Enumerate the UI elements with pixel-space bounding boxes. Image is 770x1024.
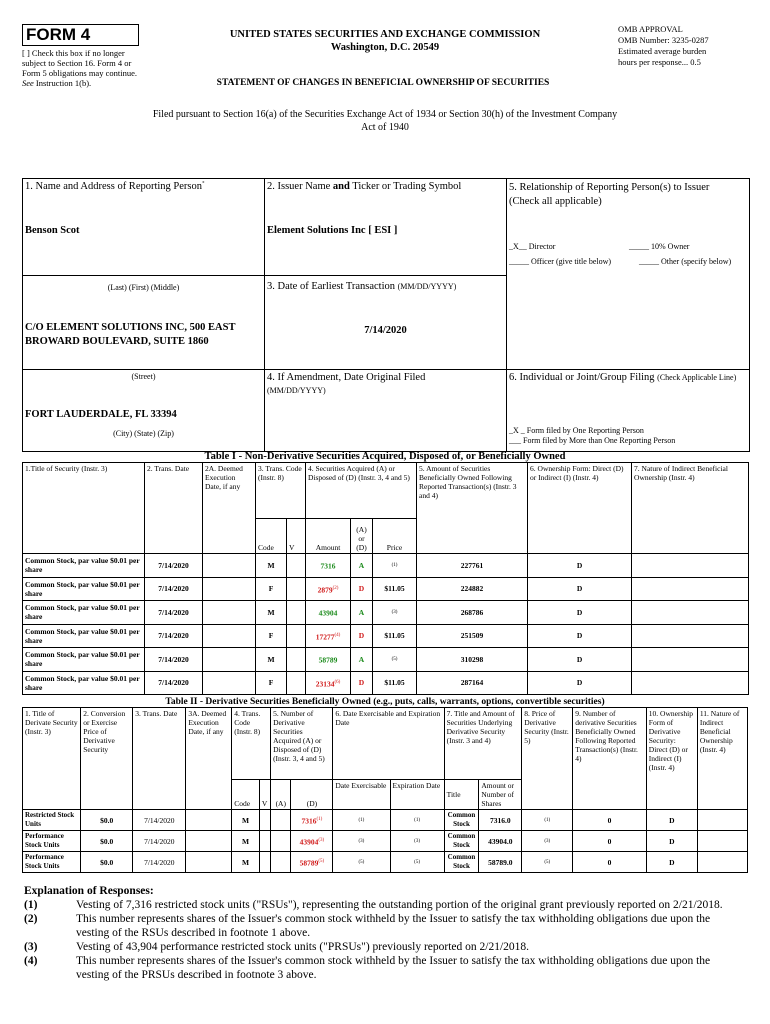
box1-label-text: 1. Name and Address of Reporting Person: [25, 181, 203, 192]
city-hint: (City) (State) (Zip): [113, 429, 174, 438]
t2-form: D: [646, 831, 697, 852]
t2-exer: (3): [333, 831, 390, 852]
t2-sub-title: Title: [444, 780, 479, 810]
t1-form: D: [528, 554, 632, 578]
footnote: [24, 954, 746, 982]
omb-line3: Estimated average burden: [618, 46, 707, 56]
t2-nature: [697, 852, 747, 873]
t2-date: 7/14/2020: [133, 831, 186, 852]
box3-label-text: 3. Date of Earliest Transaction: [267, 281, 396, 292]
t2-exer: (5): [333, 852, 390, 873]
table-row: [23, 671, 749, 695]
table-row: [23, 648, 749, 672]
t1-v: [287, 648, 306, 672]
t2-code: M: [232, 852, 260, 873]
t1-ad: D: [351, 671, 373, 695]
t1-h5: 5. Amount of Securities Beneficially Owned Following Reported Transaction(s) (Instr. 3 and 4): [417, 463, 528, 554]
t1-ad: D: [351, 624, 373, 648]
box1-label: [25, 181, 261, 192]
t2-price: (5): [522, 852, 573, 873]
t2-uamt: 7316.0: [479, 810, 522, 831]
t1-code: M: [256, 601, 287, 625]
t2-d: [291, 810, 333, 831]
t1-owned: 224882: [417, 577, 528, 601]
street-hint: (Street): [131, 372, 156, 381]
t1-title: Common Stock, par value $0.01 per share: [23, 577, 145, 601]
relationship-other: _____ Other (specify below): [639, 257, 732, 266]
t1-date: 7/14/2020: [145, 624, 203, 648]
footnote-text: Vesting of 7,316 restricted stock units ("RSUs"), representing the outstanding portion of the original grant previously reported on 2/21/2018.: [76, 899, 723, 911]
t2-deemed: [186, 852, 232, 873]
t2-d-value: 43904: [299, 837, 319, 847]
t2-h1: 1. Title of Derivate Security (Instr. 3): [23, 708, 81, 810]
t2-form: D: [646, 810, 697, 831]
t1-code: F: [256, 624, 287, 648]
t2-d-value: 7316: [301, 816, 317, 826]
t1-amount-footnote: (2): [332, 585, 339, 591]
t1-deemed: [203, 624, 256, 648]
box3-label: [267, 281, 505, 292]
omb-line4: hours per response... 0.5: [618, 57, 701, 67]
t1-deemed: [203, 577, 256, 601]
t1-v: [287, 601, 306, 625]
t1-v: [287, 671, 306, 695]
t1-v: [287, 577, 306, 601]
t1-title: Common Stock, par value $0.01 per share: [23, 671, 145, 695]
t1-date: 7/14/2020: [145, 601, 203, 625]
t1-nature: [632, 648, 749, 672]
t2-conv: $0.0: [81, 810, 133, 831]
t2-sub-code: Code: [232, 780, 260, 810]
t2-price: (3): [522, 831, 573, 852]
t1-nature: [632, 624, 749, 648]
table-row: [23, 577, 749, 601]
t1-ad: D: [351, 577, 373, 601]
t2-h2: 2. Conversion or Exercise Price of Derivative Security: [81, 708, 133, 810]
t1-owned: 251509: [417, 624, 528, 648]
footnote: [24, 912, 746, 940]
t1-code: M: [256, 554, 287, 578]
footnote-number: (2): [24, 913, 38, 925]
t1-amount-value: 43904: [318, 608, 338, 618]
t2-v: [259, 810, 270, 831]
t1-ad: A: [351, 554, 373, 578]
derivative-table: [22, 707, 748, 873]
table-row: [23, 554, 749, 578]
t1-amount: [306, 577, 351, 601]
t2-deemed: [186, 831, 232, 852]
t1-code: F: [256, 577, 287, 601]
t1-h6: 6. Ownership Form: Direct (D) or Indirect (I) (Instr. 4): [528, 463, 632, 554]
t2-nature: [697, 810, 747, 831]
t1-ad: A: [351, 648, 373, 672]
t1-sub-code: Code: [256, 519, 287, 554]
box2-label: [267, 181, 507, 192]
t1-price: (1): [373, 554, 417, 578]
t2-a: [271, 852, 291, 873]
t1-price: $11.05: [373, 577, 417, 601]
t1-nature: [632, 601, 749, 625]
t2-h11: 11. Nature of Indirect Beneficial Ownership (Instr. 4): [697, 708, 747, 810]
statement-title: STATEMENT OF CHANGES IN BENEFICIAL OWNERSHIP OF SECURITIES: [216, 78, 550, 88]
t1-date: 7/14/2020: [145, 577, 203, 601]
t2-a: [271, 810, 291, 831]
t1-sub-price: Price: [373, 519, 417, 554]
filing-option-two: ___ Form filed by More than One Reporting Person: [509, 436, 676, 445]
box4-label-text: 4. If Amendment, Date Original Filed: [267, 372, 426, 383]
t2-sub-a: (A): [271, 780, 291, 810]
t2-uamt: 58789.0: [479, 852, 522, 873]
table-row: [23, 852, 748, 873]
t2-sub-amt: Amount or Number of Shares: [479, 780, 522, 810]
t1-sub-v: V: [287, 519, 306, 554]
form-title: FORM 4: [22, 24, 139, 46]
box3-label-fmt: (MM/DD/YYYY): [397, 282, 457, 291]
t2-d-value: 58789: [299, 858, 319, 868]
reporting-grid: [22, 178, 750, 452]
t2-utitle: Common Stock: [444, 810, 479, 831]
table-row: [23, 601, 749, 625]
t1-price: $11.05: [373, 671, 417, 695]
t1-price: (5): [373, 648, 417, 672]
t1-v: [287, 554, 306, 578]
footnote: [24, 898, 746, 912]
box6-label: [509, 371, 747, 384]
t1-amount: [306, 554, 351, 578]
name-hint: (Last) (First) (Middle): [107, 283, 180, 292]
box2-label-b: Ticker or Trading Symbol: [352, 181, 462, 192]
footnote-text: This number represents shares of the Issuer's common stock withheld by the Issuer to satisfy the tax withholding obligations due upon the vesting of the PRSUs described in footnote 3 above.: [76, 955, 711, 981]
t1-owned: 227761: [417, 554, 528, 578]
box1-label-mark: *: [202, 181, 205, 187]
footnote-text: This number represents shares of the Issuer's common stock withheld by the Issuer to satisfy the tax withholding obligations due upon the vesting of the RSUs described in footnote 1 above.: [76, 913, 711, 939]
footnote-text: Vesting of 43,904 performance restricted stock units ("PRSUs") previously reported on 2/21/2018.: [76, 941, 530, 953]
t1-form: D: [528, 601, 632, 625]
box5-sub: (Check all applicable): [509, 196, 602, 207]
t2-title: Restricted Stock Units: [23, 810, 81, 831]
omb-block: [618, 24, 758, 68]
t1-owned: 287164: [417, 671, 528, 695]
footnote-number: (1): [24, 899, 38, 911]
t1-price: (3): [373, 601, 417, 625]
t2-date: 7/14/2020: [133, 852, 186, 873]
box4-label-fmt: (MM/DD/YYYY): [267, 386, 326, 395]
filing-option-one: _X _ Form filed by One Reporting Person: [509, 426, 644, 435]
box2-label-a: 2. Issuer Name: [267, 181, 331, 192]
t1-amount: [306, 624, 351, 648]
earliest-transaction-date: 7/14/2020: [364, 325, 407, 336]
t2-h10: 10. Ownership Form of Derivative Security: Direct (D) or Indirect (I) (Instr. 4): [646, 708, 697, 810]
t1-price: $11.05: [373, 624, 417, 648]
t2-d: [291, 852, 333, 873]
t2-price: (1): [522, 810, 573, 831]
t2-owned: 0: [573, 810, 647, 831]
t2-exer: (1): [333, 810, 390, 831]
t1-sub-amount: Amount: [306, 519, 351, 554]
t2-h5: 5. Number of Derivative Securities Acquired (A) or Disposed of (D) (Instr. 3, 4 and 5): [271, 708, 333, 780]
t2-v: [259, 831, 270, 852]
t2-h9: 9. Number of derivative Securities Beneficially Owned Following Reported Transaction(s) (Instr. 4): [573, 708, 647, 810]
t2-conv: $0.0: [81, 852, 133, 873]
box5-label: [509, 181, 747, 209]
street-address: C/O ELEMENT SOLUTIONS INC, 500 EAST BROWARD BOULEVARD, SUITE 1860: [25, 322, 236, 347]
checkbox-note: [22, 48, 150, 88]
reporting-person-name: Benson Scot: [25, 225, 80, 236]
t2-h7: 7. Title and Amount of Securities Underlying Derivative Security (Instr. 3 and 4): [444, 708, 522, 780]
t2-code: M: [232, 810, 260, 831]
relationship-officer: _____ Officer (give title below): [509, 257, 612, 266]
t1-deemed: [203, 648, 256, 672]
t1-h4: 4. Securities Acquired (A) or Disposed of (D) (Instr. 3, 4 and 5): [306, 463, 417, 519]
t1-title: Common Stock, par value $0.01 per share: [23, 624, 145, 648]
t2-title: Performance Stock Units: [23, 831, 81, 852]
t1-amount: [306, 671, 351, 695]
explanation-title: Explanation of Responses:: [24, 885, 154, 897]
t1-ad: A: [351, 601, 373, 625]
agency-line1: UNITED STATES SECURITIES AND EXCHANGE COMMISSION: [229, 29, 541, 40]
t1-h3: 3. Trans. Code (Instr. 8): [256, 463, 306, 519]
t1-amount-value: 58789: [318, 655, 338, 665]
table-row: [23, 810, 748, 831]
agency-line2: Washington, D.C. 20549: [330, 42, 440, 53]
omb-line2: OMB Number: 3235-0287: [618, 35, 709, 45]
t1-amount-footnote: (4): [334, 632, 341, 638]
t1-date: 7/14/2020: [145, 648, 203, 672]
filed-pursuant: Filed pursuant to Section 16(a) of the Securities Exchange Act of 1934 or Section 30(h) of the Investment Company Act of 1940: [152, 109, 618, 133]
footnote-number: (3): [24, 941, 38, 953]
footnote: [24, 940, 746, 954]
t2-exp: (3): [390, 831, 444, 852]
t2-sub-d: (D): [291, 780, 333, 810]
t2-d-footnote: (5): [318, 858, 325, 864]
table2-title: Table II - Derivative Securities Beneficially Owned (e.g., puts, calls, warrants, options, convertible securities): [165, 697, 605, 707]
issuer-name: Element Solutions Inc [ ESI ]: [267, 225, 398, 236]
t1-amount-value: 17277: [315, 632, 335, 641]
box6-label-small: (Check Applicable Line): [657, 373, 737, 382]
t2-form: D: [646, 852, 697, 873]
t1-amount-footnote: (6): [334, 679, 341, 685]
t1-owned: 310298: [417, 648, 528, 672]
t2-h8: 8. Price of Derivative Security (Instr. 5): [522, 708, 573, 810]
t2-date: 7/14/2020: [133, 810, 186, 831]
t2-nature: [697, 831, 747, 852]
t1-deemed: [203, 671, 256, 695]
t2-h6: 6. Date Exercisable and Expiration Date: [333, 708, 444, 780]
t2-d: [291, 831, 333, 852]
t1-nature: [632, 671, 749, 695]
t2-sub-exp: Expiration Date: [390, 780, 444, 810]
t1-amount: [306, 601, 351, 625]
t2-d-footnote: (1): [316, 816, 323, 822]
t1-date: 7/14/2020: [145, 554, 203, 578]
t2-h4: 4. Trans. Code (Instr. 8): [232, 708, 271, 780]
t2-code: M: [232, 831, 260, 852]
t1-form: D: [528, 648, 632, 672]
t2-uamt: 43904.0: [479, 831, 522, 852]
t2-title: Performance Stock Units: [23, 852, 81, 873]
city-address: FORT LAUDERDALE, FL 33394: [25, 409, 177, 420]
t1-amount-value: 23134: [315, 679, 335, 688]
t1-code: M: [256, 648, 287, 672]
t1-h2: 2. Trans. Date: [145, 463, 203, 554]
t1-amount: [306, 648, 351, 672]
relationship-director: _X__ Director: [509, 242, 556, 251]
t1-h2a: 2A. Deemed Execution Date, if any: [203, 463, 256, 554]
t2-owned: 0: [573, 852, 647, 873]
t1-h1: 1.Title of Security (Instr. 3): [23, 463, 145, 554]
t2-conv: $0.0: [81, 831, 133, 852]
non-derivative-table: [22, 462, 749, 695]
t2-sub-exer: Date Exercisable: [333, 780, 390, 810]
relationship-ten-pct: _____ 10% Owner: [629, 242, 690, 251]
t2-utitle: Common Stock: [444, 852, 479, 873]
table-row: [23, 831, 748, 852]
table-row: [23, 624, 749, 648]
box2-label-and: and: [332, 181, 350, 192]
t2-utitle: Common Stock: [444, 831, 479, 852]
t1-amount-value: 2879: [317, 585, 333, 594]
t2-owned: 0: [573, 831, 647, 852]
footnote-number: (4): [24, 955, 38, 967]
t1-amount-value: 7316: [320, 561, 336, 571]
t1-owned: 268786: [417, 601, 528, 625]
t2-exp: (5): [390, 852, 444, 873]
omb-line1: OMB APPROVAL: [618, 24, 683, 34]
t1-nature: [632, 577, 749, 601]
t2-a: [271, 831, 291, 852]
t2-d-footnote: (3): [318, 837, 325, 843]
t1-deemed: [203, 601, 256, 625]
t2-sub-v: V: [259, 780, 270, 810]
t1-form: D: [528, 671, 632, 695]
t2-h3: 3. Trans. Date: [133, 708, 186, 810]
t1-deemed: [203, 554, 256, 578]
box6-label-text: 6. Individual or Joint/Group Filing: [509, 372, 655, 383]
t2-deemed: [186, 810, 232, 831]
t1-nature: [632, 554, 749, 578]
t1-form: D: [528, 577, 632, 601]
t2-v: [259, 852, 270, 873]
t1-h7: 7. Nature of Indirect Beneficial Ownership (Instr. 4): [632, 463, 749, 554]
t1-sub-aord: (A) or (D): [351, 519, 373, 554]
t1-title: Common Stock, par value $0.01 per share: [23, 601, 145, 625]
table1-title: Table I - Non-Derivative Securities Acquired, Disposed of, or Beneficially Owned: [204, 451, 566, 462]
t1-title: Common Stock, par value $0.01 per share: [23, 554, 145, 578]
box5-label-text: 5. Relationship of Reporting Person(s) to Issuer: [509, 182, 710, 193]
t1-date: 7/14/2020: [145, 671, 203, 695]
t1-title: Common Stock, par value $0.01 per share: [23, 648, 145, 672]
checkbox-see: See: [22, 78, 34, 88]
explanation-section: [24, 884, 746, 982]
t1-code: F: [256, 671, 287, 695]
t1-form: D: [528, 624, 632, 648]
box4-label: [267, 371, 505, 397]
agency-block: [190, 28, 580, 54]
t1-v: [287, 624, 306, 648]
t2-exp: (1): [390, 810, 444, 831]
checkbox-note-text: [ ] Check this box if no longer subject to Section 16. Form 4 or Form 5 obligations may continue.: [22, 48, 137, 78]
t2-h3a: 3A. Deemed Execution Date, if any: [186, 708, 232, 810]
checkbox-instr: Instruction 1(b).: [35, 78, 92, 88]
